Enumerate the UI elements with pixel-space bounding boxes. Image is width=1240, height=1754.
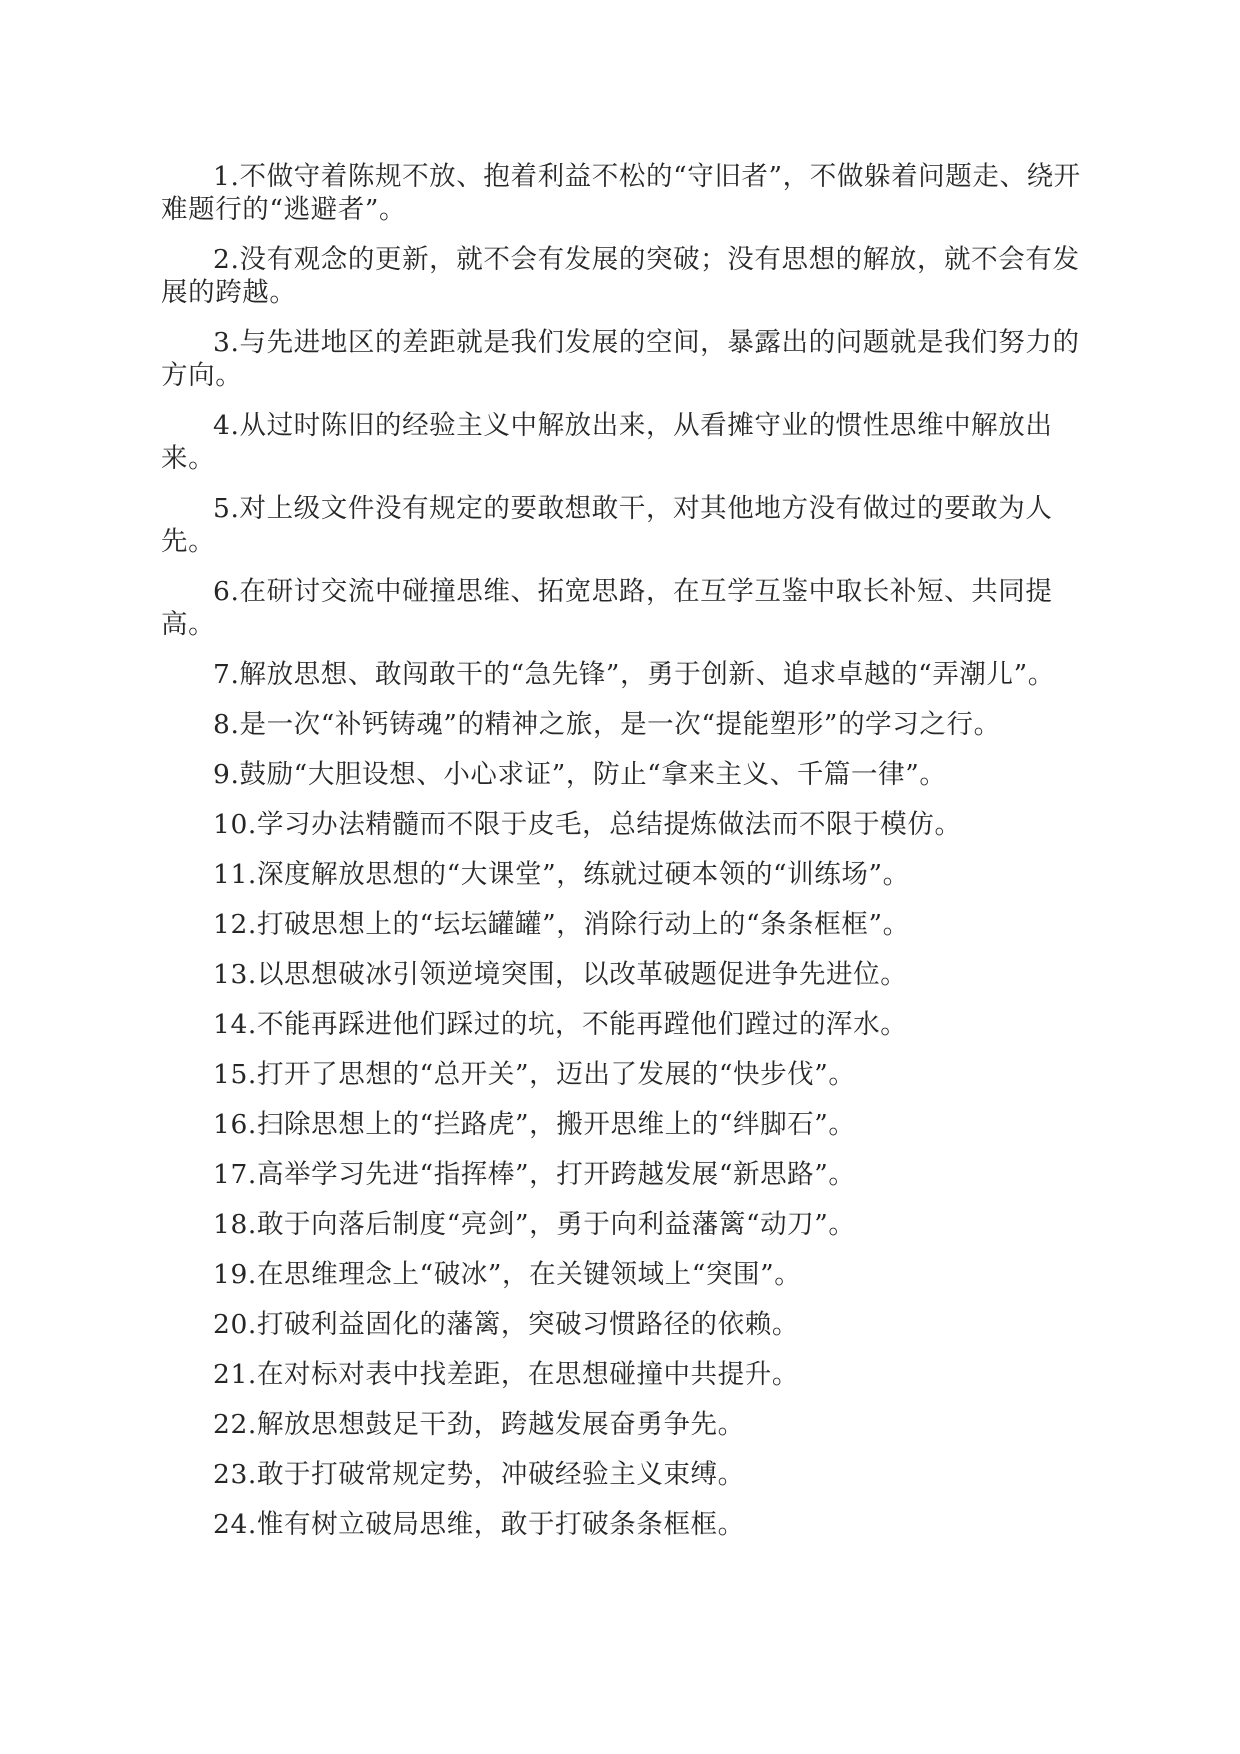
- list-item: 24.惟有树立破局思维，敢于打破条条框框。: [213, 1509, 745, 1540]
- list-item: 15.打开了思想的“总开关”，迈出了发展的“快步伐”。: [213, 1059, 856, 1090]
- list-item: 21.在对标对表中找差距，在思想碰撞中共提升。: [213, 1359, 799, 1390]
- list-item: 20.打破利益固化的藩篱，突破习惯路径的依赖。: [213, 1309, 799, 1340]
- list-item: 18.敢于向落后制度“亮剑”，勇于向利益藩篱“动刀”。: [213, 1209, 856, 1240]
- list-item: 12.打破思想上的“坛坛罐罐”，消除行动上的“条条框框”。: [213, 909, 910, 940]
- document-body: [161, 160, 1097, 1558]
- list-item: 3.与先进地区的差距就是我们发展的空间，暴露出的问题就是我们努力的方向。: [161, 327, 1080, 391]
- list-item: 7.解放思想、敢闯敢干的“急先锋”，勇于创新、追求卓越的“弄潮儿”。: [213, 659, 1055, 690]
- list-item: 9.鼓励“大胆设想、小心求证”，防止“拿来主义、千篇一律”。: [213, 759, 947, 790]
- list-item: 1.不做守着陈规不放、抱着利益不松的“守旧者”，不做躲着问题走、绕开难题行的“逃避者”。: [161, 161, 1081, 225]
- list-item: 4.从过时陈旧的经验主义中解放出来，从看摊守业的惯性思维中解放出来。: [161, 410, 1053, 474]
- list-item: 10.学习办法精髓而不限于皮毛，总结提炼做法而不限于模仿。: [213, 809, 962, 840]
- list-item: 22.解放思想鼓足干劲，跨越发展奋勇争先。: [213, 1409, 745, 1440]
- list-item: 16.扫除思想上的“拦路虎”，搬开思维上的“绊脚石”。: [213, 1109, 856, 1140]
- list-item: 8.是一次“补钙铸魂”的精神之旅，是一次“提能塑形”的学习之行。: [213, 709, 1001, 740]
- list-item: 14.不能再踩进他们踩过的坑，不能再蹚他们蹚过的浑水。: [213, 1009, 908, 1040]
- list-item: 11.深度解放思想的“大课堂”，练就过硬本领的“训练场”。: [213, 859, 910, 890]
- list-item: 5.对上级文件没有规定的要敢想敢干，对其他地方没有做过的要敢为人先。: [161, 493, 1053, 557]
- list-item: 17.高举学习先进“指挥棒”，打开跨越发展“新思路”。: [213, 1159, 856, 1190]
- list-item: 23.敢于打破常规定势，冲破经验主义束缚。: [213, 1459, 745, 1490]
- list-item: 2.没有观念的更新，就不会有发展的突破；没有思想的解放，就不会有发展的跨越。: [161, 244, 1080, 308]
- list-item: 6.在研讨交流中碰撞思维、拓宽思路，在互学互鉴中取长补短、共同提高。: [161, 576, 1053, 640]
- list-item: 13.以思想破冰引领逆境突围，以改革破题促进争先进位。: [213, 959, 908, 990]
- list-item: 19.在思维理念上“破冰”，在关键领域上“突围”。: [213, 1259, 802, 1290]
